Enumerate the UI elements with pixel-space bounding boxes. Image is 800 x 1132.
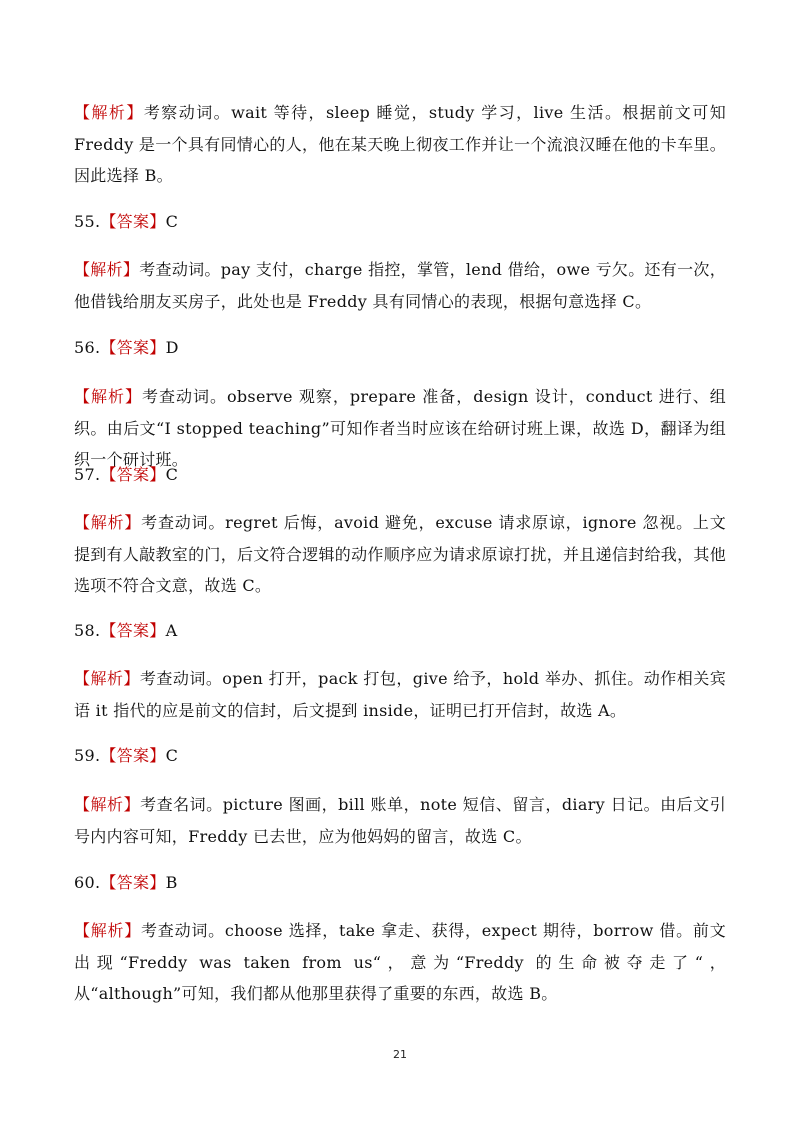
answer-value: C [165,212,179,231]
question-number: 57. [74,465,101,484]
answer-value: D [165,338,179,357]
page-number: 21 [393,1048,407,1061]
analysis-paragraph [74,254,726,317]
analysis-tag: 【解析】 [74,921,142,940]
answer-line [74,740,726,772]
question-number: 60. [74,873,101,892]
analysis-paragraph [74,663,726,726]
answer-line [74,332,726,364]
analysis-text: 考查名词。picture 图画，bill 账单，note 短信、留言，diary 日记。由后文引号内内容可知，Freddy 已去世，应为他妈妈的留言，故选 C。 [74,795,726,846]
question-number: 55. [74,212,101,231]
analysis-text: 考查动词。observe 观察，prepare 准备，design 设计，conduct 进行、组织。由后文“I stopped teaching”可知作者当时应该在给研讨班上课，故选 D，翻译为组织一个研讨班。 [74,387,727,469]
analysis-text: 考查动词。choose 选择，take 拿走、获得，expect 期待，borrow 借。前文出现“Freddy was taken from us“，意为“Freddy 的生命被夺走了“，从“although”可知，我们都从他那里获得了重要的东西，故选 B。 [74,921,726,1003]
answer-tag: 【答案】 [100,212,166,231]
answer-line [74,615,726,647]
analysis-text: 考查动词。pay 支付，charge 指控，掌管，lend 借给，owe 亏欠。还有一次，他借钱给朋友买房子，此处也是 Freddy 具有同情心的表现，根据句意选择 C。 [74,260,727,311]
analysis-tag: 【解析】 [74,260,140,279]
question-number: 59. [74,746,101,765]
analysis-tag: 【解析】 [74,513,142,532]
analysis-tag: 【解析】 [74,669,140,688]
answer-line [74,206,726,238]
answer-value: A [165,621,178,640]
analysis-tag: 【解析】 [74,103,144,122]
answer-tag: 【答案】 [100,746,166,765]
analysis-paragraph [74,789,726,852]
analysis-tag: 【解析】 [74,795,141,814]
analysis-paragraph [74,915,726,1010]
answer-tag: 【答案】 [100,338,166,357]
analysis-paragraph [74,97,726,192]
answer-tag: 【答案】 [100,465,166,484]
question-number: 58. [74,621,101,640]
answer-tag: 【答案】 [100,621,166,640]
answer-line [74,867,726,899]
answer-value: C [165,746,179,765]
answer-value: C [165,465,179,484]
answer-line [74,459,726,491]
analysis-text: 考察动词。wait 等待，sleep 睡觉，study 学习，live 生活。根据前文可知 Freddy 是一个具有同情心的人，他在某天晚上彻夜工作并让一个流浪汉睡在他的卡车里。因此选择 B。 [74,103,726,185]
answer-value: B [165,873,178,892]
analysis-paragraph [74,507,726,602]
analysis-text: 考查动词。regret 后悔，avoid 避免，excuse 请求原谅，ignore 忽视。上文提到有人敲教室的门，后文符合逻辑的动作顺序应为请求原谅打扰，并且递信封给我，其他选项不符合文意，故选 C。 [74,513,727,595]
analysis-text: 考查动词。open 打开，pack 打包，give 给予，hold 举办、抓住。动作相关宾语 it 指代的应是前文的信封，后文提到 inside，证明已打开信封，故选 A。 [74,669,726,720]
question-number: 56. [74,338,101,357]
analysis-tag: 【解析】 [74,387,142,406]
answer-tag: 【答案】 [100,873,166,892]
